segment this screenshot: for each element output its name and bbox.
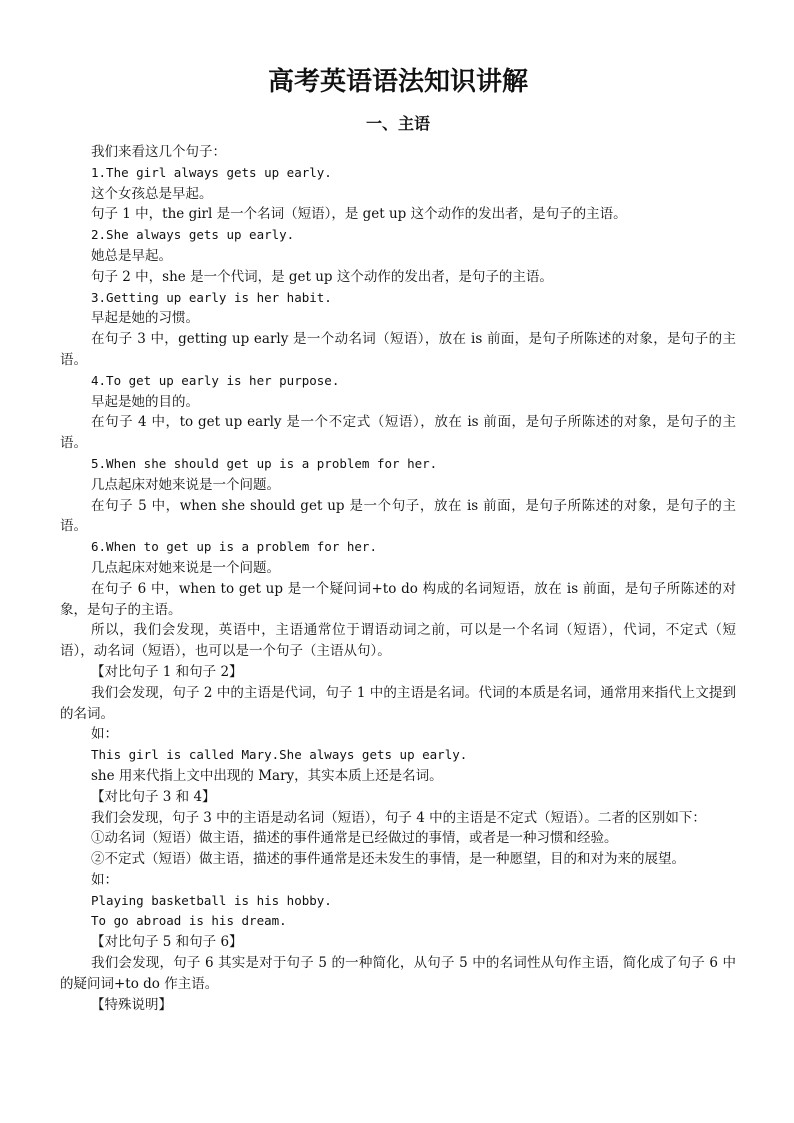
paragraph: This girl is called Mary.She always gets up early. — [91, 747, 468, 763]
paragraph: 几点起床对她来说是一个问题。 — [91, 559, 280, 576]
paragraph: 【对比句子 5 和句子 6】 — [91, 934, 243, 951]
paragraph: To go abroad is his dream. — [91, 913, 287, 929]
paragraph: 我们来看这几个句子： — [91, 144, 226, 160]
paragraph: 6.When to get up is a problem for her. — [91, 539, 377, 555]
paragraph: she 用来代指上文中出现的 Mary，其实本质上还是名词。 — [91, 767, 443, 784]
document-page — [60, 62, 736, 1015]
paragraph: 1.The girl always gets up early. — [91, 164, 332, 180]
document-body — [60, 142, 736, 1015]
paragraph: 如： — [91, 871, 118, 888]
paragraph: 【对比句子 1 和句子 2】 — [91, 663, 243, 680]
paragraph: 几点起床对她来说是一个问题。 — [91, 476, 280, 493]
paragraph: 在句子 3 中，getting up early 是一个动名词（短语），放在 is 前面，是句子所陈述的对象，是句子的主语。 — [60, 331, 736, 368]
paragraph: 句子 1 中，the girl 是一个名词（短语），是 get up 这个动作的发出者，是句子的主语。 — [91, 206, 627, 223]
paragraph: Playing basketball is his hobby. — [91, 892, 332, 908]
paragraph: 2.She always gets up early. — [91, 227, 295, 243]
paragraph: 在句子 5 中，when she should get up 是一个句子，放在 is 前面，是句子所陈述的对象，是句子的主语。 — [60, 497, 736, 535]
paragraph: 我们会发现，句子 6 其实是对于句子 5 的一种简化，从句子 5 中的名词性从句作主语，简化成了句子 6 中的疑问词+to do 作主语。 — [60, 955, 736, 992]
paragraph: ②不定式（短语）做主语，描述的事件通常是还未发生的事情，是一种愿望，目的和对为来的展望。 — [91, 851, 685, 868]
paragraph: 她总是早起。 — [91, 247, 172, 264]
paragraph: 5.When she should get up is a problem for her. — [91, 455, 438, 471]
paragraph: 3.Getting up early is her habit. — [91, 289, 332, 305]
paragraph: 如： — [91, 726, 118, 743]
paragraph: 我们会发现，句子 3 中的主语是动名词（短语），句子 4 中的主语是不定式（短语）。二者的区别如下： — [91, 809, 706, 826]
paragraph: 4.To get up early is her purpose. — [91, 372, 340, 388]
paragraph: 【对比句子 3 和 4】 — [91, 788, 216, 805]
paragraph: 在句子 6 中，when to get up 是一个疑问词+to do 构成的名词短语，放在 is 前面，是句子所陈述的对象，是句子的主语。 — [60, 580, 736, 618]
paragraph: ①动名词（短语）做主语，描述的事件通常是已经做过的事情，或者是一种习惯和经验。 — [91, 830, 618, 847]
paragraph: 句子 2 中，she 是一个代词，是 get up 这个动作的发出者，是句子的主语。 — [91, 268, 553, 285]
document-title: 高考英语语法知识讲解 — [267, 67, 528, 97]
paragraph: 在句子 4 中，to get up early 是一个不定式（短语），放在 is 前面，是句子所陈述的对象，是句子的主语。 — [60, 414, 736, 452]
paragraph: 早起是她的习惯。 — [91, 310, 199, 327]
paragraph: 我们会发现，句子 2 中的主语是代词，句子 1 中的主语是名词。代词的本质是名词，通常用来指代上文提到的名词。 — [60, 684, 736, 722]
paragraph: 这个女孩总是早起。 — [91, 185, 213, 202]
paragraph: 所以，我们会发现，英语中，主语通常位于谓语动词之前，可以是一个名词（短语），代词，不定式（短语），动名词（短语），也可以是一个句子（主语从句）。 — [60, 622, 736, 660]
section-heading: 一、主语 — [365, 114, 430, 133]
paragraph: 早起是她的目的。 — [91, 393, 199, 410]
paragraph: 【特殊说明】 — [91, 996, 172, 1013]
